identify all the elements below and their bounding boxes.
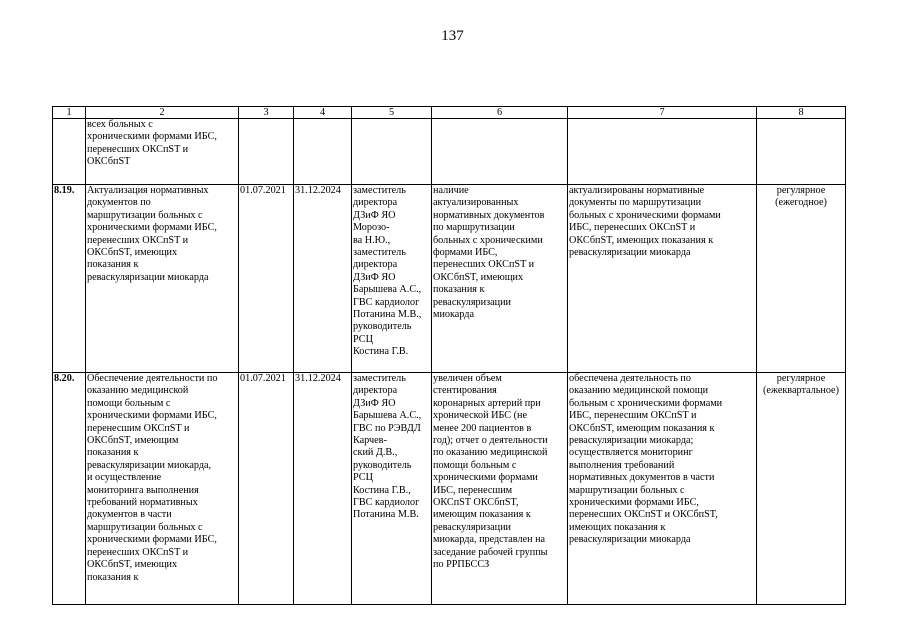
row-number: 8.19.	[53, 185, 86, 373]
plan-table	[52, 106, 846, 605]
result-cell: обеспечена деятельность по оказанию медицинской помощи больным с хроническими формами ИБС, перенесшим ОКСпST и ОКСбпST, имеющим показания к реваскуляризации миокарда; осуществляется мониторинг выполнения требований нормативных документов в части маршрутизации больных с хроническими формами ИБС, перенесших ОКСпST и ОКСбпST, имеющих показания к реваскуляризации миокарда	[568, 373, 757, 605]
page-number: 137	[441, 28, 464, 44]
column-header-7: 7	[568, 107, 757, 119]
indicator-cell: увеличен объем стентирования коронарных артерий при хронической ИБС (не менее 200 пациентов в год); отчет о деятельности по оказанию медицинской помощи больным с хроническими формами ИБС, перенесшим ОКСпST ОКСбпST, имеющим показания к реваскуляризации миокарда, представлен на заседание рабочей группы по РРПБССЗ	[432, 373, 568, 605]
table-row	[53, 373, 846, 605]
start-date-cell	[239, 119, 294, 185]
result-cell: актуализированы нормативные документы по маршрутизации больных с хроническими формами ИБС, перенесших ОКСпST и ОКСбпST, имеющих показания к реваскуляризации миокарда	[568, 185, 757, 373]
column-header-8: 8	[757, 107, 846, 119]
start-date-cell: 01.07.2021	[239, 373, 294, 605]
responsible-cell	[352, 119, 432, 185]
measure-cell: всех больных с хроническими формами ИБС, перенесших ОКСпST и ОКСбпST	[86, 119, 239, 185]
column-header-4: 4	[294, 107, 352, 119]
end-date-cell	[294, 119, 352, 185]
result-cell	[568, 119, 757, 185]
measure-cell: Актуализация нормативных документов по маршрутизации больных с хроническими формами ИБС, перенесших ОКСпST и ОКСбпST, имеющих показания к реваскуляризации миокарда	[86, 185, 239, 373]
period-cell: регулярное (ежеквартальное)	[757, 373, 846, 605]
column-header-6: 6	[432, 107, 568, 119]
start-date-cell: 01.07.2021	[239, 185, 294, 373]
indicator-cell: наличие актуализированных нормативных документов по маршрутизации больных с хроническими формами ИБС, перенесших ОКСпST и ОКСбпST, имеющих показания к реваскуляризации миокарда	[432, 185, 568, 373]
column-header-3: 3	[239, 107, 294, 119]
end-date-cell: 31.12.2024	[294, 373, 352, 605]
measure-cell: Обеспечение деятельности по оказанию медицинской помощи больным с хроническими формами ИБС, перенесшим ОКСпST и ОКСбпST, имеющим показания к реваскуляризации миокарда, и осуществление мониторинга выполнения требований нормативных документов в части маршрутизации больных с хроническими формами ИБС, перенесших ОКСпST и ОКСбпST, имеющих показания к	[86, 373, 239, 605]
table-row-continuation	[53, 119, 846, 185]
indicator-cell	[432, 119, 568, 185]
period-cell: регулярное (ежегодное)	[757, 185, 846, 373]
column-header-5: 5	[352, 107, 432, 119]
period-cell	[757, 119, 846, 185]
responsible-cell: заместитель директора ДЗиФ ЯО Барышева А.С., ГВС по РЭВДЛ Карчев- ский Д.В., руководитель РСЦ Костина Г.В., ГВС кардиолог Потанина М.В.	[352, 373, 432, 605]
end-date-cell: 31.12.2024	[294, 185, 352, 373]
table-header-row	[53, 107, 846, 119]
row-number: 8.20.	[53, 373, 86, 605]
table-row	[53, 185, 846, 373]
column-header-1: 1	[53, 107, 86, 119]
responsible-cell: заместитель директора ДЗиФ ЯО Морозо- ва Н.Ю., заместитель директора ДЗиФ ЯО Барышева А.С., ГВС кардиолог Потанина М.В., руководитель РСЦ Костина Г.В.	[352, 185, 432, 373]
column-header-2: 2	[86, 107, 239, 119]
row-number	[53, 119, 86, 185]
